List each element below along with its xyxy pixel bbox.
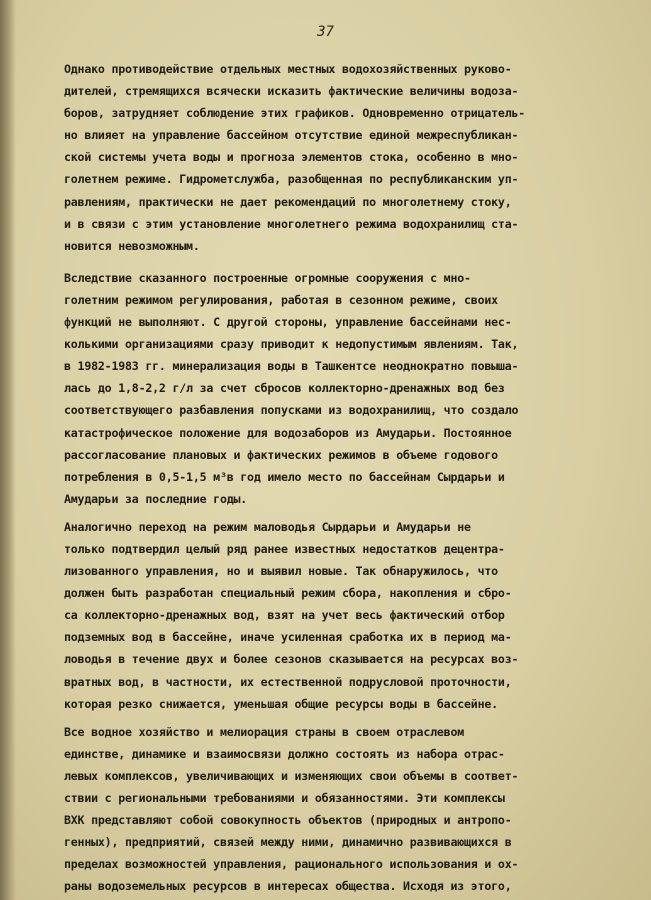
- paragraph-spacer: [64, 257, 588, 267]
- text-line: соответствующего разбавления попусками из водохранилищ, что создало: [64, 403, 519, 418]
- text-line: Все водное хозяйство и мелиорация страны в своем отраслевом: [64, 724, 465, 739]
- text-line: боров, затрудняет соблюдение этих графиков. Одновременно отрицатель-: [64, 106, 526, 121]
- text-line: Вследствие сказанного построенные огромные сооружения с мно-: [64, 270, 471, 285]
- text-line: равлениям, практически не дает рекомендаций по многолетнему стоку,: [64, 194, 512, 209]
- text-line: Амударьи за последние годы.: [64, 491, 248, 506]
- text-line: генных), предприятий, связей между ними, динамично развивающихся в: [64, 835, 512, 850]
- paragraph-3: [64, 516, 588, 715]
- text-line: которая резко снижается, уменьшая общие ресурсы воды в бассейне.: [64, 696, 498, 711]
- text-line: раны водоземельных ресурсов в интересах общества. Исходя из этого,: [64, 879, 512, 894]
- body-text: [64, 58, 588, 897]
- text-line: ствии с региональными требованиями и обязанностями. Эти комплексы: [64, 791, 505, 805]
- text-line: единстве, динамике и взаимосвязи должно состоять из набора отрас-: [64, 746, 505, 761]
- text-line: но влияет на управление бассейном отсутствие единой межреспубликан-: [64, 128, 519, 143]
- paragraph-1: [64, 58, 588, 257]
- text-line: ловодья в течение двух и более сезонов сказывается на ресурсах воз-: [64, 652, 519, 667]
- text-line: пределах возможностей управления, рационального использования и ох-: [64, 857, 519, 872]
- text-line: колькими организациями сразу приводит к недопустимым явлениям. Так,: [64, 337, 519, 352]
- page-binding-shadow: [0, 0, 16, 900]
- text-line: левых комплексов, увеличивающих и изменяющих свои объемы в соответ-: [64, 768, 519, 783]
- text-line: и в связи с этим установление многолетнего режима водохранилищ ста-: [64, 216, 519, 231]
- paragraph-2: [64, 267, 588, 510]
- text-line: дителей, стремящихся всячески исказить фактические величины водоза-: [64, 84, 519, 99]
- text-line: рассогласование плановых и фактических режимов в объеме годового: [64, 447, 498, 462]
- text-line: са коллекторно-дренажных вод, взят на учет весь фактический отбор: [64, 608, 505, 623]
- text-line: лась до 1,8-2,2 г/л за счет сбросов коллекторно-дренажных вод без: [64, 381, 505, 396]
- text-line: лизованного управления, но и выявил новые. Так обнаружилось, что: [64, 564, 498, 579]
- text-line: потребления в 0,5-1,5 м³в год имело место по бассейнам Сырдарьи и: [64, 469, 505, 484]
- text-line: ВХК представляют собой совокупность объектов (природных и антропо-: [64, 813, 512, 828]
- text-line: только подтвердил целый ряд ранее известных недостатков децентра-: [64, 541, 505, 556]
- text-line: функций не выполняют. С другой стороны, управление бассейнами нес-: [64, 315, 512, 330]
- text-line: подземных вод в бассейне, иначе усиленная сработка их в период ма-: [64, 630, 512, 645]
- page-number: 37: [317, 24, 334, 40]
- text-line: новится невозможным.: [64, 238, 200, 253]
- text-line: должен быть разработан специальный режим сбора, накопления и сбро-: [64, 586, 512, 601]
- text-line: голетнем режиме. Гидрометслужба, разобщенная по республиканским уп-: [64, 172, 519, 187]
- text-line: вратных вод, в частности, их естественной подрусловой проточности,: [64, 674, 512, 689]
- text-line: ской системы учета воды и прогноза элементов стока, особенно в мно-: [64, 150, 519, 165]
- text-line: Однако противодействие отдельных местных водохозяйственных руково-: [64, 62, 512, 76]
- text-line: Аналогично переход на режим маловодья Сырдарьи и Амударьи не: [64, 519, 471, 534]
- paragraph-4: [64, 721, 588, 898]
- text-line: голетним режимом регулирования, работая в сезонном режиме, своих: [64, 292, 498, 307]
- text-line: в 1982-1983 гг. минерализация воды в Ташкентсе неоднократно повыша-: [64, 359, 519, 374]
- text-line: катастрофическое положение для водозаборов из Амударьи. Постоянное: [64, 425, 512, 440]
